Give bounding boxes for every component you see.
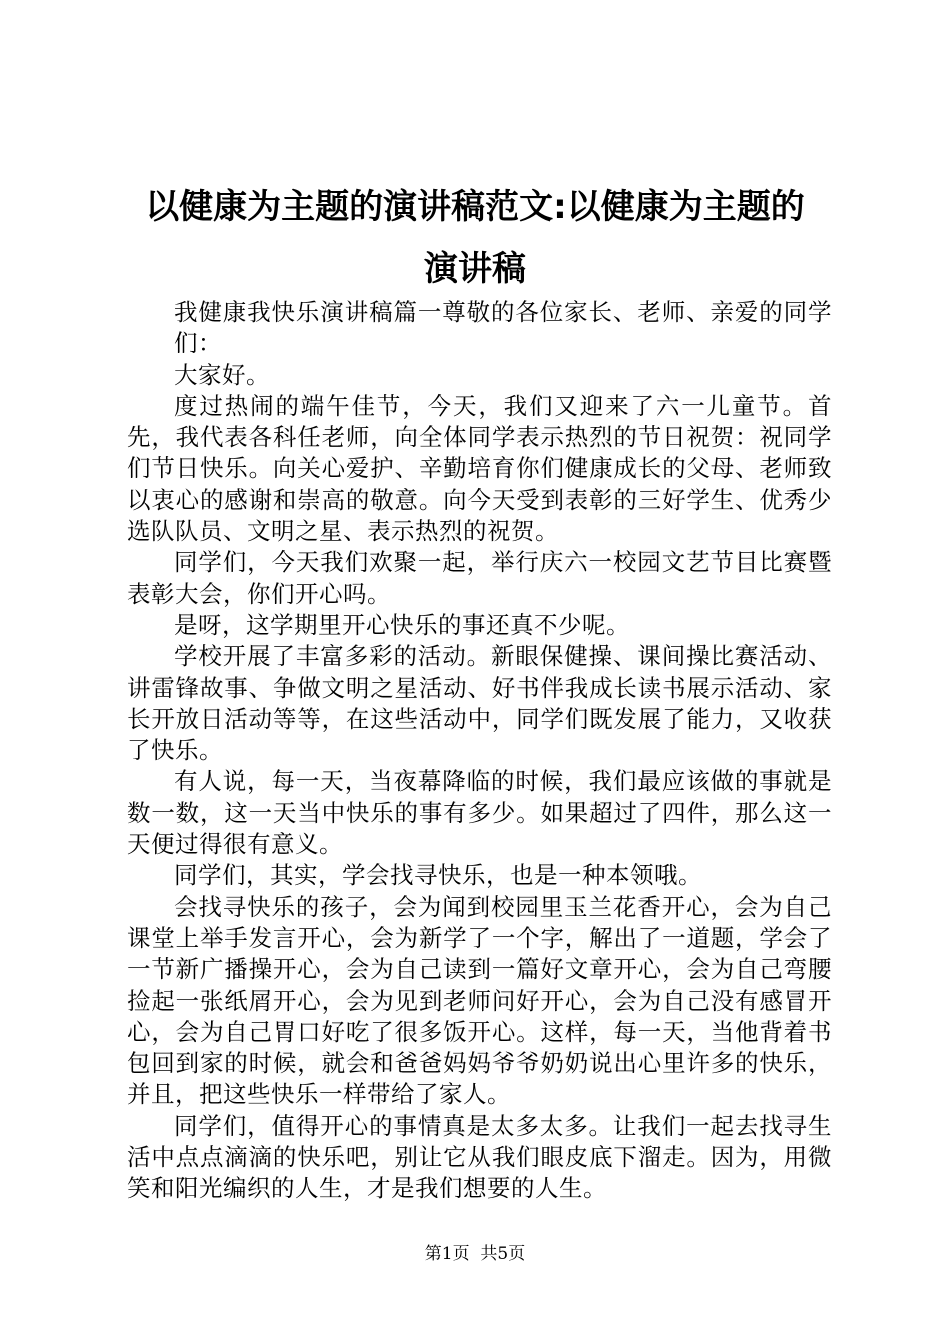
document-title-line-1: 以健康为主题的演讲稿范文:以健康为主题的 [145,187,805,227]
paragraph: 是呀，这学期里开心快乐的事还真不少呢。 [174,610,630,639]
page-number-footer: 第1页 共5页 [424,1244,526,1264]
paragraph: 会找寻快乐的孩子，会为闻到校园里玉兰花香开心，会为自己课堂上举手发言开心，会为新学了一个字，解出了一道题，学会了一节新广播操开心，会为自己读到一篇好文章开心，会为自己弯腰捡起一张纸屑开心，会为见到老师问好开心，会为自己没有感冒开心，会为自己胃口好吃了很多饭开心。这样，每一天，当他背着书包回到家的时候，就会和爸爸妈妈爷爷奶奶说出心里许多的快乐，并且，把这些快乐一样带给了家人。 [127,892,832,1109]
document-body [127,297,832,1205]
paragraph: 度过热闹的端午佳节，今天，我们又迎来了六一儿童节。首先，我代表各科任老师，向全体同学表示热烈的节日祝贺：祝同学们节日快乐。向关心爱护、辛勤培育你们健康成长的父母、老师致以衷心的感谢和崇高的敬意。向今天受到表彰的三好学生、优秀少选队队员、文明之星、表示热烈的祝贺。 [127,391,832,546]
paragraph: 学校开展了丰富多彩的活动。新眼保健操、课间操比赛活动、讲雷锋故事、争做文明之星活动、好书伴我成长读书展示活动、家长开放日活动等等，在这些活动中，同学们既发展了能力，又收获了快乐。 [127,642,832,765]
paragraph-opening: 我健康我快乐演讲稿篇一尊敬的各位家长、老师、亲爱的同学们： [174,298,832,358]
paragraph: 同学们，今天我们欢聚一起，举行庆六一校园文艺节目比赛暨表彰大会，你们开心吗。 [127,548,832,608]
paragraph: 同学们，其实，学会找寻快乐，也是一种本领哦。 [174,861,702,890]
document-title-line-2: 演讲稿 [424,249,526,289]
paragraph: 同学们，值得开心的事情真是太多太多。让我们一起去找寻生活中点点滴滴的快乐吧，别让它从我们眼皮底下溜走。因为，用微笑和阳光编织的人生，才是我们想要的人生。 [127,1111,832,1203]
paragraph: 有人说，每一天，当夜幕降临的时候，我们最应该做的事就是数一数，这一天当中快乐的事有多少。如果超过了四件，那么这一天便过得很有意义。 [127,767,832,859]
paragraph-greeting: 大家好。 [174,360,270,389]
